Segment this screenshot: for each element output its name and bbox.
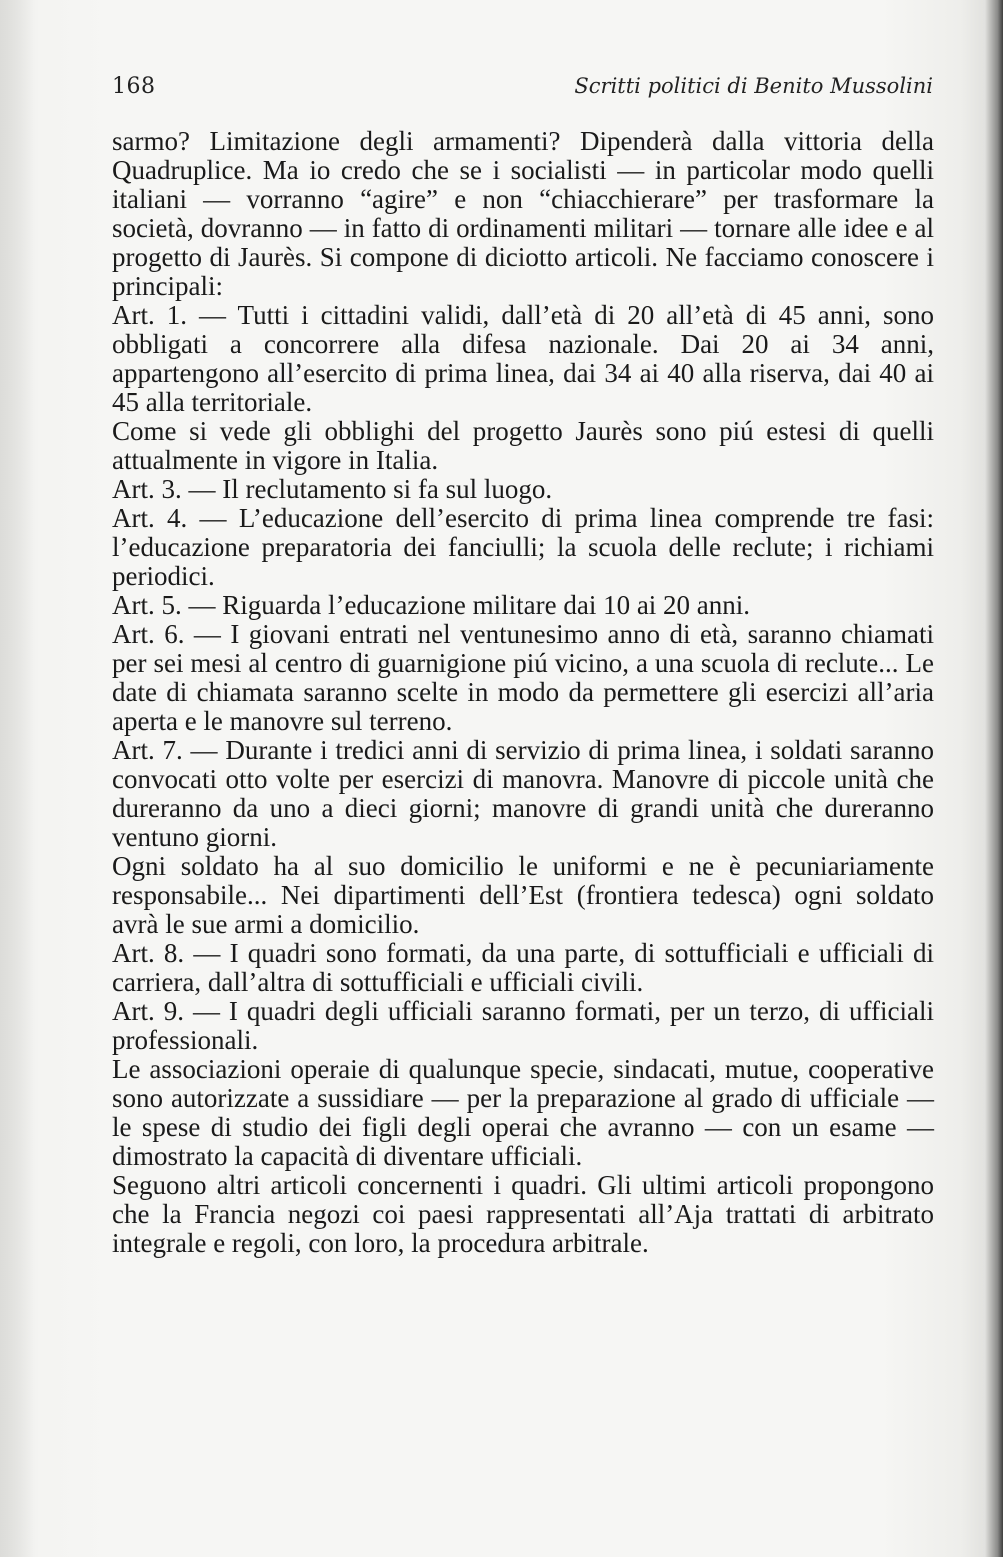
body-text — [112, 127, 934, 1258]
paragraph: Seguono altri articoli concernenti i quadri. Gli ultimi articoli propongono che la Francia negozi coi paesi rappresentati all’Aja trattati di arbitrato integrale e regoli, con loro, la procedura arbitrale. — [112, 1170, 934, 1258]
paragraph: Ogni soldato ha al suo domicilio le uniformi e ne è pecuniariamente responsabile... Nei dipartimenti dell’Est (frontiera tedesca) ogni soldato avrà le sue armi a domicilio. — [112, 851, 934, 939]
paragraph: Art. 4. — L’educazione dell’esercito di prima linea comprende tre fasi: l’educazione preparatoria dei fanciulli; la scuola delle reclute; i richiami periodici. — [112, 503, 934, 591]
paragraph: Art. 6. — I giovani entrati nel ventunesimo anno di età, saranno chiamati per sei mesi al centro di guarnigione piú vicino, a una scuola di reclute... Le date di chiamata saranno scelte in modo da permettere gli esercizi all’aria aperta e le manovre sul terreno. — [112, 619, 934, 736]
paragraph: Art. 3. — Il reclutamento si fa sul luogo. — [112, 474, 553, 504]
page-edge-shadow — [985, 0, 1003, 1557]
paragraph: Art. 7. — Durante i tredici anni di servizio di prima linea, i soldati saranno convocati otto volte per esercizi di manovra. Manovre di piccole unità che dureranno da uno a dieci giorni; manovre di grandi unità che dureranno ventuno giorni. — [112, 735, 934, 852]
page-gutter-shadow — [0, 0, 34, 1557]
paragraph: Art. 9. — I quadri degli ufficiali saranno formati, per un terzo, di ufficiali professionali. — [112, 996, 934, 1055]
paragraph: Art. 8. — I quadri sono formati, da una parte, di sottufficiali e ufficiali di carriera, dall’altra di sottufficiali e ufficiali civili. — [112, 938, 934, 997]
paragraph: Art. 1. — Tutti i cittadini validi, dall’età di 20 all’età di 45 anni, sono obbligati a concorrere alla difesa nazionale. Dai 20 ai 34 anni, appartengono all’esercito di prima linea, dai 34 ai 40 alla riserva, dai 40 ai 45 alla territoriale. — [112, 300, 934, 417]
page-number: 168 — [112, 74, 156, 99]
running-title: Scritti politici di Benito Mussolini — [574, 74, 933, 98]
paragraph: Le associazioni operaie di qualunque specie, sindacati, mutue, cooperative sono autorizzate a sussidiare — per la preparazione al grado di ufficiale — le spese di studio dei figli degli operai che avranno — con un esame — dimostrato la capacità di diventare ufficiali. — [112, 1054, 934, 1171]
paragraph: sarmo? Limitazione degli armamenti? Dipenderà dalla vittoria della Quadruplice. Ma io credo che se i socialisti — in particolar modo quelli italiani — vorranno “agire” e non “chiacchierare” per trasformare la società, dovranno — in fatto di ordinamenti militari — tornare alle idee e al progetto di Jaurès. Si compone di diciotto articoli. Ne facciamo conoscere i principali: — [112, 126, 934, 301]
paragraph: Come si vede gli obblighi del progetto Jaurès sono piú estesi di quelli attualmente in vigore in Italia. — [112, 416, 934, 475]
paragraph: Art. 5. — Riguarda l’educazione militare dai 10 ai 20 anni. — [112, 590, 751, 620]
